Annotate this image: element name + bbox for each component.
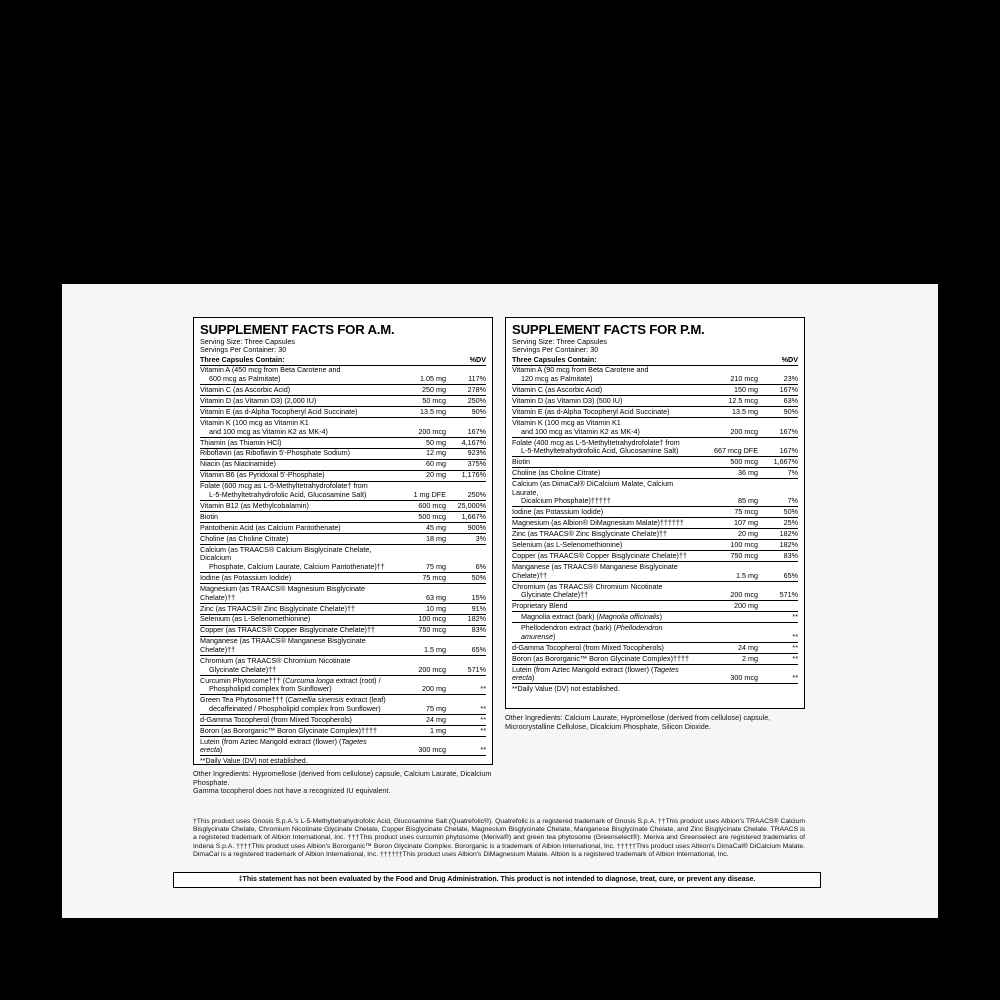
nutrient-amount: 200 mcg — [390, 656, 446, 676]
trademark-footnotes: †This product uses Gnosis S.p.A.'s L-5-Methyltetrahydrofolic Acid, Glucosamine Salt (Quatrefolic®). Quatrefolic is a registered trademark of Gnosis S.p.A. ††This product uses Albion's TRAACS® Calcium Bisglycinate Chelate, Chromium Nicotinate Glycinate Chelate, Copper Bisglycinate Chelate, Magnesium Bisglycinate Chelate, Manganese Bisglycinate Chelate, and Zinc Bisglycinate Chelate. TRAACS is a registered trademark of Albion International, Inc. †††This product uses curcumin phytosome (Meriva®) and green tea phytosome (Greenselect®). Meriva and Greenselect are registered trademarks of Indena S.p.A. ††††This product uses Albion's Bororganic™ Boron Glycinate Complex. Bororganic is a trademark of Albion International, Inc. †††††This product uses Albion's DimaCal® DiCalcium Malate. DimaCal is a registered trademark of Albion International, Inc. ††††††This product uses Albion's DiMagnesium Malate. Albion is a registered trademark of Albion International, Inc. — [193, 818, 805, 858]
nutrient-dv: 83% — [446, 625, 486, 636]
nutrient-name: Magnolia extract (bark) (Magnolia officinalis) — [512, 612, 702, 623]
table-row — [512, 507, 798, 518]
pm-header-dv: %DV — [758, 355, 798, 365]
am-header-left: Three Capsules Contain: — [200, 355, 390, 365]
table-row — [200, 534, 486, 545]
am-header-dv: %DV — [446, 355, 486, 365]
nutrient-dv: 1,176% — [446, 470, 486, 481]
table-row — [512, 529, 798, 540]
nutrient-amount: 12 mg — [390, 448, 446, 459]
pm-table-header — [512, 355, 798, 365]
am-table-header — [200, 355, 486, 365]
nutrient-name: Riboflavin (as Riboflavin 5'-Phosphate Sodium) — [200, 448, 390, 459]
table-row — [200, 545, 486, 573]
nutrient-name: Iodine (as Potassium Iodide) — [512, 507, 702, 518]
nutrient-name: Pantothenic Acid (as Calcium Pantothenate) — [200, 523, 390, 534]
nutrient-name: Folate (400 mcg as L-5-Methyltetrahydrofolate† from L-5-Methyltetrahydrofolic Acid, Glucosamine Salt) — [512, 437, 702, 457]
nutrient-name: Chromium (as TRAACS® Chromium Nicotinate Glycinate Chelate)†† — [512, 581, 702, 601]
nutrient-dv: ** — [758, 623, 798, 643]
table-row — [200, 584, 486, 604]
table-row — [512, 664, 798, 684]
nutrient-name: Calcium (as DimaCal® DiCalcium Malate, Calcium Laurate, Dicalcium Phosphate)††††† — [512, 479, 702, 507]
nutrient-dv: 91% — [446, 603, 486, 614]
nutrient-name: Selenium (as L-Selenomethionine) — [200, 614, 390, 625]
table-row — [512, 437, 798, 457]
nutrient-amount: 150 mg — [702, 385, 758, 396]
nutrient-dv: 182% — [446, 614, 486, 625]
nutrient-amount: 100 mcg — [390, 614, 446, 625]
nutrient-name: Copper (as TRAACS® Copper Bisglycinate Chelate)†† — [512, 551, 702, 562]
table-row — [512, 581, 798, 601]
am-table-body — [200, 355, 486, 756]
nutrient-amount: 200 mcg — [702, 418, 758, 438]
nutrient-dv: ** — [446, 675, 486, 695]
pm-header-left: Three Capsules Contain: — [512, 355, 702, 365]
am-serving-size: Serving Size: Three Capsules — [200, 337, 295, 346]
am-gamma-note: Gamma tocopherol does not have a recognized IU equivalent. — [193, 786, 391, 796]
table-row — [200, 448, 486, 459]
fda-disclaimer-bar: ‡This statement has not been evaluated by the Food and Drug Administration. This product is not intended to diagnose, treat, cure, or prevent any disease. — [173, 872, 821, 888]
nutrient-dv: 7% — [758, 468, 798, 479]
nutrient-dv: 50% — [446, 573, 486, 584]
nutrient-dv: 1,667% — [446, 512, 486, 523]
nutrient-amount: 750 mcg — [390, 625, 446, 636]
table-row — [200, 614, 486, 625]
table-row — [512, 385, 798, 396]
nutrient-name: Vitamin A (90 mcg from Beta Carotene and 120 mcg as Palmitate) — [512, 365, 702, 385]
nutrient-name: Zinc (as TRAACS® Zinc Bisglycinate Chelate)†† — [512, 529, 702, 540]
table-row — [512, 612, 798, 623]
nutrient-name: Vitamin K (100 mcg as Vitamin K1 and 100 mcg as Vitamin K2 as MK-4) — [200, 418, 390, 438]
nutrient-amount: 300 mcg — [390, 736, 446, 756]
nutrient-name: Iodine (as Potassium Iodide) — [200, 573, 390, 584]
nutrient-dv: 25,000% — [446, 501, 486, 512]
nutrient-dv: 278% — [446, 385, 486, 396]
nutrient-amount: 85 mg — [702, 479, 758, 507]
table-row — [512, 518, 798, 529]
nutrient-dv: 167% — [758, 437, 798, 457]
nutrient-amount: 1.05 mg — [390, 365, 446, 385]
table-row — [200, 418, 486, 438]
nutrient-dv: 250% — [446, 396, 486, 407]
nutrient-dv: 923% — [446, 448, 486, 459]
nutrient-amount: 600 mcg — [390, 501, 446, 512]
nutrient-amount: 12.5 mcg — [702, 396, 758, 407]
nutrient-amount: 2 mg — [702, 653, 758, 664]
nutrient-amount: 24 mg — [390, 714, 446, 725]
supplement-facts-pm-box — [505, 317, 805, 709]
nutrient-name: Zinc (as TRAACS® Zinc Bisglycinate Chelate)†† — [200, 603, 390, 614]
nutrient-name: Vitamin A (450 mcg from Beta Carotene and 600 mcg as Palmitate) — [200, 365, 390, 385]
nutrient-amount: 75 mcg — [702, 507, 758, 518]
table-row — [200, 603, 486, 614]
table-row — [512, 479, 798, 507]
table-row — [200, 523, 486, 534]
nutrient-amount: 250 mg — [390, 385, 446, 396]
pm-other-ingredients-block — [505, 714, 805, 731]
nutrient-name: Selenium (as L-Selenomethionine) — [512, 540, 702, 551]
nutrient-dv: ** — [758, 642, 798, 653]
nutrient-amount: 210 mcg — [702, 365, 758, 385]
nutrient-dv: 90% — [758, 407, 798, 418]
nutrient-amount: 300 mcg — [702, 664, 758, 684]
nutrient-amount: 100 mcg — [702, 540, 758, 551]
nutrient-amount: 18 mg — [390, 534, 446, 545]
nutrient-name: Magnesium (as TRAACS® Magnesium Bisglycinate Chelate)†† — [200, 584, 390, 604]
nutrient-name: Lutein (from Aztec Marigold extract (flower) (Tagetes erecta) — [200, 736, 390, 756]
table-row — [200, 736, 486, 756]
am-other-ingredients-block — [193, 770, 493, 796]
nutrient-name: Biotin — [512, 457, 702, 468]
nutrient-dv: 25% — [758, 518, 798, 529]
table-row — [512, 468, 798, 479]
table-row — [512, 365, 798, 385]
nutrient-dv: 167% — [758, 385, 798, 396]
nutrient-amount: 36 mg — [702, 468, 758, 479]
pm-title: SUPPLEMENT FACTS FOR P.M. — [512, 322, 705, 337]
nutrient-amount: 200 mcg — [702, 581, 758, 601]
am-header-amount — [390, 355, 446, 365]
table-row — [200, 714, 486, 725]
table-row — [512, 653, 798, 664]
nutrient-dv: 250% — [446, 481, 486, 501]
nutrient-amount: 20 mg — [702, 529, 758, 540]
nutrient-dv: 117% — [446, 365, 486, 385]
nutrient-name: Choline (as Choline Citrate) — [200, 534, 390, 545]
table-row — [512, 642, 798, 653]
nutrient-name: Vitamin D (as Vitamin D3) (500 IU) — [512, 396, 702, 407]
table-row — [200, 625, 486, 636]
nutrient-name: Phellodendron extract (bark) (Phellodendron amurense) — [512, 623, 702, 643]
table-row — [200, 675, 486, 695]
am-title: SUPPLEMENT FACTS FOR A.M. — [200, 322, 395, 337]
nutrient-amount: 20 mg — [390, 470, 446, 481]
nutrient-dv: 1,667% — [758, 457, 798, 468]
table-row — [512, 551, 798, 562]
table-row — [512, 457, 798, 468]
nutrient-amount: 75 mg — [390, 545, 446, 573]
table-row — [200, 695, 486, 715]
nutrient-name: Vitamin C (as Ascorbic Acid) — [512, 385, 702, 396]
pm-serving-size: Serving Size: Three Capsules — [512, 337, 607, 346]
nutrient-name: Lutein (from Aztec Marigold extract (flower) (Tagetes erecta) — [512, 664, 702, 684]
nutrient-dv: ** — [446, 714, 486, 725]
nutrient-amount: 500 mcg — [702, 457, 758, 468]
nutrient-name: Vitamin B12 (as Methylcobalamin) — [200, 501, 390, 512]
nutrient-name: Boron (as Bororganic™ Boron Glycinate Complex)†††† — [200, 725, 390, 736]
nutrient-dv: ** — [446, 725, 486, 736]
nutrient-amount — [702, 623, 758, 643]
pm-table-body — [512, 355, 798, 684]
table-row — [200, 501, 486, 512]
nutrient-dv: ** — [758, 612, 798, 623]
nutrient-amount: 1.5 mg — [702, 562, 758, 582]
nutrient-dv: 4,167% — [446, 437, 486, 448]
table-row — [200, 437, 486, 448]
table-row — [200, 636, 486, 656]
nutrient-amount: 667 mcg DFE — [702, 437, 758, 457]
pm-header-amount — [702, 355, 758, 365]
table-row — [200, 481, 486, 501]
nutrient-dv: 900% — [446, 523, 486, 534]
nutrient-dv: 571% — [446, 656, 486, 676]
nutrient-amount: 750 mcg — [702, 551, 758, 562]
nutrient-amount: 200 mcg — [390, 418, 446, 438]
supplement-facts-am-box — [193, 317, 493, 765]
table-row — [200, 656, 486, 676]
nutrient-dv: 7% — [758, 479, 798, 507]
nutrient-dv: ** — [446, 736, 486, 756]
nutrient-amount — [702, 612, 758, 623]
nutrient-name: Niacin (as Niacinamide) — [200, 459, 390, 470]
nutrient-amount: 200 mg — [702, 601, 758, 612]
table-row — [200, 385, 486, 396]
table-row — [200, 459, 486, 470]
nutrient-dv: 6% — [446, 545, 486, 573]
pm-footnote: **Daily Value (DV) not established. — [512, 686, 620, 694]
nutrient-dv: 65% — [446, 636, 486, 656]
nutrient-amount: 60 mg — [390, 459, 446, 470]
nutrient-amount: 200 mg — [390, 675, 446, 695]
nutrient-name: Curcumin Phytosome††† (Curcuma longa extract (root) / Phospholipid complex from Sunflower) — [200, 675, 390, 695]
nutrient-name: Copper (as TRAACS® Copper Bisglycinate Chelate)†† — [200, 625, 390, 636]
nutrient-dv: 375% — [446, 459, 486, 470]
nutrient-dv: 23% — [758, 365, 798, 385]
nutrient-amount: 1.5 mg — [390, 636, 446, 656]
nutrient-amount: 75 mg — [390, 695, 446, 715]
nutrient-name: Folate (600 mcg as L-5-Methyltetrahydrofolate† from L-5-Methyltetrahydrofolic Acid, Glucosamine Salt) — [200, 481, 390, 501]
nutrient-dv: 182% — [758, 529, 798, 540]
pm-other-ingredients: Other Ingredients: Calcium Laurate, Hypromellose (derived from cellulose) capsule, Microcrystalline Cellulose, Dicalcium Phosphate, Silicon Dioxide. — [505, 713, 771, 731]
nutrient-dv — [758, 601, 798, 612]
nutrient-dv: 83% — [758, 551, 798, 562]
nutrient-name: Thiamin (as Thiamin HCl) — [200, 437, 390, 448]
nutrient-name: Boron (as Bororganic™ Boron Glycinate Complex)†††† — [512, 653, 702, 664]
nutrient-dv: 182% — [758, 540, 798, 551]
nutrient-name: Calcium (as TRAACS® Calcium Bisglycinate Chelate, Dicalcium Phosphate, Calcium Laurate, Calcium Pantothenate)†† — [200, 545, 390, 573]
am-other-ingredients: Other Ingredients: Hypromellose (derived from cellulose) capsule, Calcium Laurate, Dicalcium Phosphate. — [193, 769, 492, 787]
table-row — [200, 365, 486, 385]
nutrient-name: Vitamin B6 (as Pyridoxal 5'-Phosphate) — [200, 470, 390, 481]
nutrient-dv: ** — [446, 695, 486, 715]
nutrient-name: Chromium (as TRAACS® Chromium Nicotinate Glycinate Chelate)†† — [200, 656, 390, 676]
nutrient-name: Vitamin E (as d-Alpha Tocopheryl Acid Succinate) — [512, 407, 702, 418]
nutrient-dv: ** — [758, 664, 798, 684]
table-row — [200, 407, 486, 418]
nutrient-dv: 3% — [446, 534, 486, 545]
am-servings-per-container: Servings Per Container: 30 — [200, 345, 287, 355]
nutrient-amount: 63 mg — [390, 584, 446, 604]
nutrient-dv: 15% — [446, 584, 486, 604]
supplement-label-panel — [62, 284, 938, 918]
table-row — [200, 512, 486, 523]
nutrient-name: Vitamin D (as Vitamin D3) (2,000 IU) — [200, 396, 390, 407]
nutrient-name: Proprietary Blend — [512, 601, 702, 612]
nutrient-name: Vitamin K (100 mcg as Vitamin K1 and 100 mcg as Vitamin K2 as MK-4) — [512, 418, 702, 438]
nutrient-dv: 167% — [446, 418, 486, 438]
table-row — [200, 470, 486, 481]
nutrient-name: d-Gamma Tocopherol (from Mixed Tocopherols) — [512, 642, 702, 653]
nutrient-amount: 107 mg — [702, 518, 758, 529]
nutrient-amount: 45 mg — [390, 523, 446, 534]
nutrient-amount: 50 mg — [390, 437, 446, 448]
nutrient-name: Choline (as Choline Citrate) — [512, 468, 702, 479]
nutrient-dv: 90% — [446, 407, 486, 418]
table-row — [512, 562, 798, 582]
nutrient-amount: 13.5 mg — [702, 407, 758, 418]
nutrient-dv: 65% — [758, 562, 798, 582]
nutrient-dv: 167% — [758, 418, 798, 438]
table-row — [512, 540, 798, 551]
nutrient-dv: 50% — [758, 507, 798, 518]
nutrient-amount: 1 mg — [390, 725, 446, 736]
nutrient-name: Manganese (as TRAACS® Manganese Bisglycinate Chelate)†† — [512, 562, 702, 582]
table-row — [512, 407, 798, 418]
label-content — [62, 284, 938, 918]
table-row — [200, 573, 486, 584]
nutrient-name: Magnesium (as Albion® DiMagnesium Malate)†††††† — [512, 518, 702, 529]
nutrient-dv: 571% — [758, 581, 798, 601]
nutrient-dv: ** — [758, 653, 798, 664]
pm-nutrient-table — [512, 355, 798, 685]
table-row — [200, 725, 486, 736]
nutrient-amount: 10 mg — [390, 603, 446, 614]
nutrient-name: Vitamin C (as Ascorbic Acid) — [200, 385, 390, 396]
nutrient-name: Green Tea Phytosome††† (Camellia sinensis extract (leaf) decaffeinated / Phospholipid complex from Sunflower) — [200, 695, 390, 715]
table-row — [200, 396, 486, 407]
table-row — [512, 623, 798, 643]
nutrient-name: Vitamin E (as d-Alpha Tocopheryl Acid Succinate) — [200, 407, 390, 418]
nutrient-name: d-Gamma Tocopherol (from Mixed Tocopherols) — [200, 714, 390, 725]
am-footnote: **Daily Value (DV) not established. — [200, 758, 308, 766]
nutrient-amount: 50 mcg — [390, 396, 446, 407]
nutrient-name: Manganese (as TRAACS® Manganese Bisglycinate Chelate)†† — [200, 636, 390, 656]
table-row — [512, 396, 798, 407]
nutrient-name: Biotin — [200, 512, 390, 523]
nutrient-amount: 24 mg — [702, 642, 758, 653]
nutrient-amount: 75 mcg — [390, 573, 446, 584]
pm-servings-per-container: Servings Per Container: 30 — [512, 345, 599, 355]
nutrient-dv: 63% — [758, 396, 798, 407]
table-row — [512, 601, 798, 612]
nutrient-amount: 500 mcg — [390, 512, 446, 523]
am-nutrient-table — [200, 355, 486, 757]
nutrient-amount: 1 mg DFE — [390, 481, 446, 501]
nutrient-amount: 13.5 mg — [390, 407, 446, 418]
table-row — [512, 418, 798, 438]
